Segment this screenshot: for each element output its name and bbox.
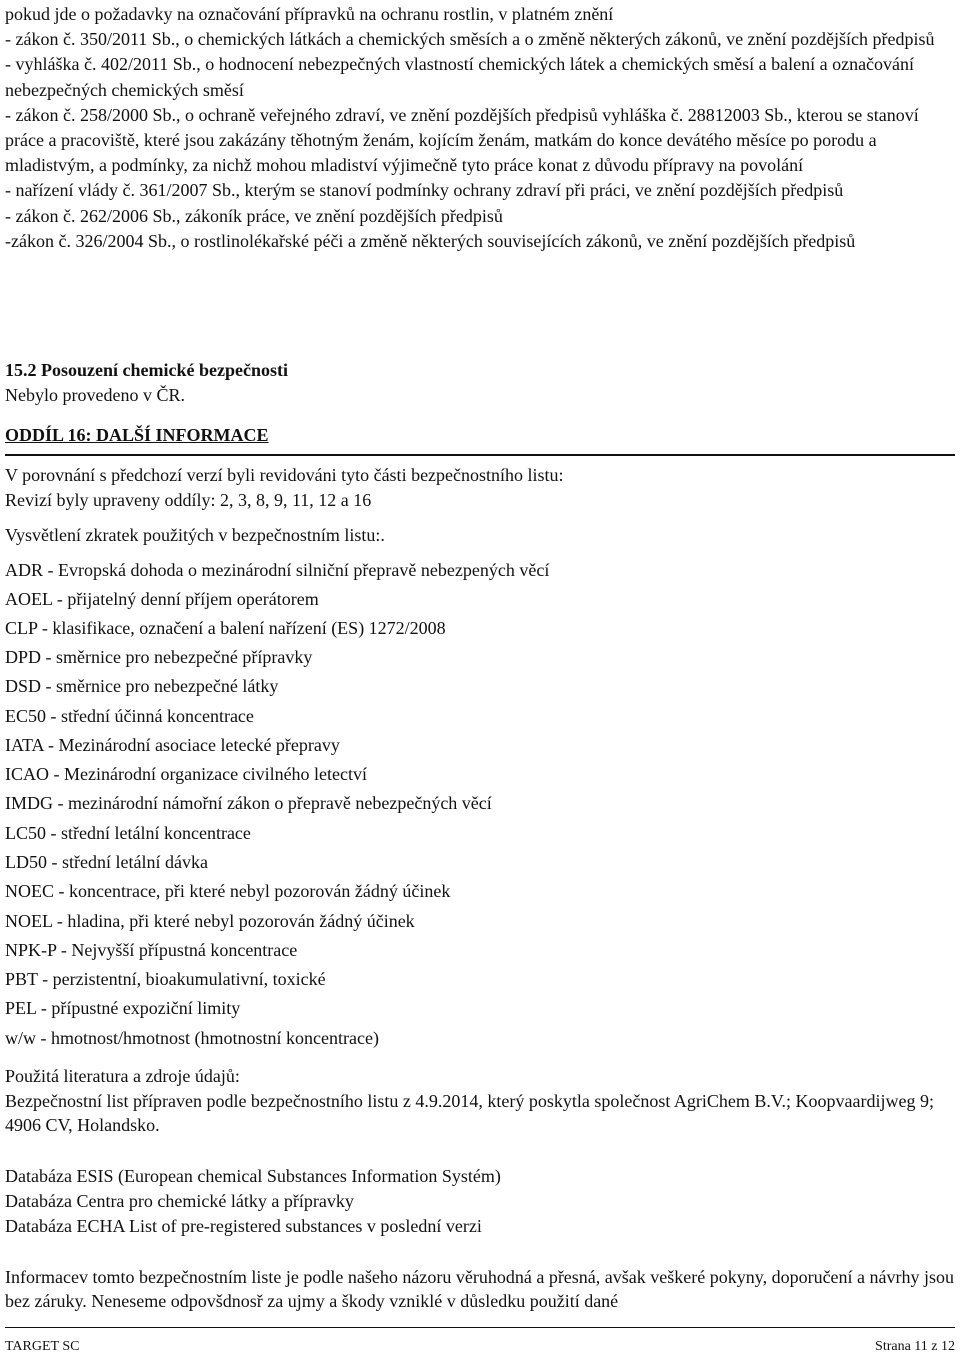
- section-text: Nebylo provedeno v ČR.: [5, 385, 185, 405]
- abbreviation-item: NPK-P - Nejvyšší přípustná koncentrace: [5, 940, 298, 960]
- literature-heading: Použitá literatura a zdroje údajů:: [5, 1066, 240, 1086]
- page-footer: [5, 1327, 955, 1354]
- database-item: Databáza Centra pro chemické látky a přípravky: [5, 1191, 354, 1211]
- abbreviation-item: CLP - klasifikace, označení a balení nařízení (ES) 1272/2008: [5, 618, 446, 638]
- disclaimer-text: Informacev tomto bezpečnostním liste je podle našeho názoru věruhodná a přesná, avšak veškeré pokyny, doporučení a návrhy jsou bez záruky. Neneseme odpovšdnosř za ujmy a škody vzniklé v důsledku použití dané: [5, 1267, 955, 1311]
- abbreviation-item: LD50 - střední letální dávka: [5, 852, 208, 872]
- literature-text: Bezpečnostní list přípraven podle bezpečnostního listu z 4.9.2014, který poskytla společnost AgriChem B.V.; Koopvaardijweg 9; 4906 CV, Holandsko.: [5, 1091, 935, 1135]
- legislation-line: -zákon č. 326/2004 Sb., o rostlinolékařské péči a změně některých souvisejících zákonů, ve znění pozdějších předpisů: [5, 230, 856, 251]
- legislation-line: - zákon č. 262/2006 Sb., zákoník práce, ve znění pozdějších předpisů: [5, 205, 503, 226]
- abbreviation-item: NOEC - koncentrace, při které nebyl pozorován žádný účinek: [5, 881, 451, 901]
- legislation-line: - zákon č. 258/2000 Sb., o ochraně veřejného zdraví, ve znění pozdějších předpisů vyhláška č. 28812003 Sb., kterou se stanoví práce a pracoviště, které jsou zakázány těhotným ženám, kojícím ženám, matkám do konce devátého měsíce po porodu a mladistvým, a podmínky, za nichž mohou mladiství výjimečně tyto práce konat z důvodu přípravy na povolání: [5, 104, 919, 176]
- section-heading: 15.2 Posouzení chemické bezpečnosti: [5, 360, 288, 380]
- abbreviation-item: AOEL - přijatelný denní příjem operátorem: [5, 589, 319, 609]
- abbreviations-intro: Vysvětlení zkratek použitých v bezpečnostním listu:.: [5, 525, 385, 545]
- abbreviation-item: IMDG - mezinárodní námořní zákon o přepravě nebezpečných věcí: [5, 793, 492, 813]
- revision-intro: V porovnání s předchozí verzí byli revidováni tyto části bezpečnostního listu:: [5, 465, 564, 485]
- abbreviation-item: ADR - Evropská dohoda o mezinárodní silniční přepravě nebezpených věcí: [5, 560, 550, 580]
- database-item: Databáza ESIS (European chemical Substances Information Systém): [5, 1166, 501, 1186]
- legislation-line: - nařízení vlády č. 361/2007 Sb., kterým se stanoví podmínky ochrany zdraví při práci, ve znění pozdějších předpisů: [5, 180, 844, 201]
- database-item: Databáza ECHA List of pre-registered substances v poslední verzi: [5, 1216, 482, 1236]
- legislation-list: [5, 2, 955, 254]
- legislation-line: - vyhláška č. 402/2011 Sb., o hodnocení nebezpečných vlastností chemických látek a chemických směsí a balení a označování nebezpečných chemických směsí: [5, 54, 915, 100]
- abbreviation-item: DSD - směrnice pro nebezpečné látky: [5, 676, 279, 696]
- abbreviation-item: IATA - Mezinárodní asociace letecké přepravy: [5, 735, 340, 755]
- section-15-2: [5, 358, 288, 408]
- abbreviation-item: EC50 - střední účinná koncentrace: [5, 706, 254, 726]
- legislation-line: pokud jde o požadavky na označování přípravků na ochranu rostlin, v platném znění: [5, 4, 614, 24]
- revision-detail: Revizí byly upraveny oddíly: 2, 3, 8, 9, 11, 12 a 16: [5, 490, 372, 510]
- abbreviation-item: PBT - perzistentní, bioakumulativní, toxické: [5, 969, 326, 989]
- abbreviation-item: ICAO - Mezinárodní organizace civilného letectví: [5, 764, 368, 784]
- legislation-line: - zákon č. 350/2011 Sb., o chemických látkách a chemických směsích a o změně některých zákonů, ve znění pozdějších předpisů: [5, 29, 935, 50]
- section-16-title: ODDÍL 16: DALŠÍ INFORMACE: [5, 423, 955, 456]
- footer-page-number: Strana 11 z 12: [875, 1339, 955, 1354]
- abbreviation-item: w/w - hmotnost/hmotnost (hmotnostní koncentrace): [5, 1028, 379, 1048]
- footer-product: TARGET SC: [5, 1339, 80, 1354]
- abbreviation-item: LC50 - střední letální koncentrace: [5, 823, 251, 843]
- abbreviation-item: PEL - přípustné expoziční limity: [5, 998, 241, 1018]
- abbreviation-item: NOEL - hladina, při které nebyl pozorován žádný účinek: [5, 911, 415, 931]
- abbreviation-item: DPD - směrnice pro nebezpečné přípravky: [5, 647, 313, 667]
